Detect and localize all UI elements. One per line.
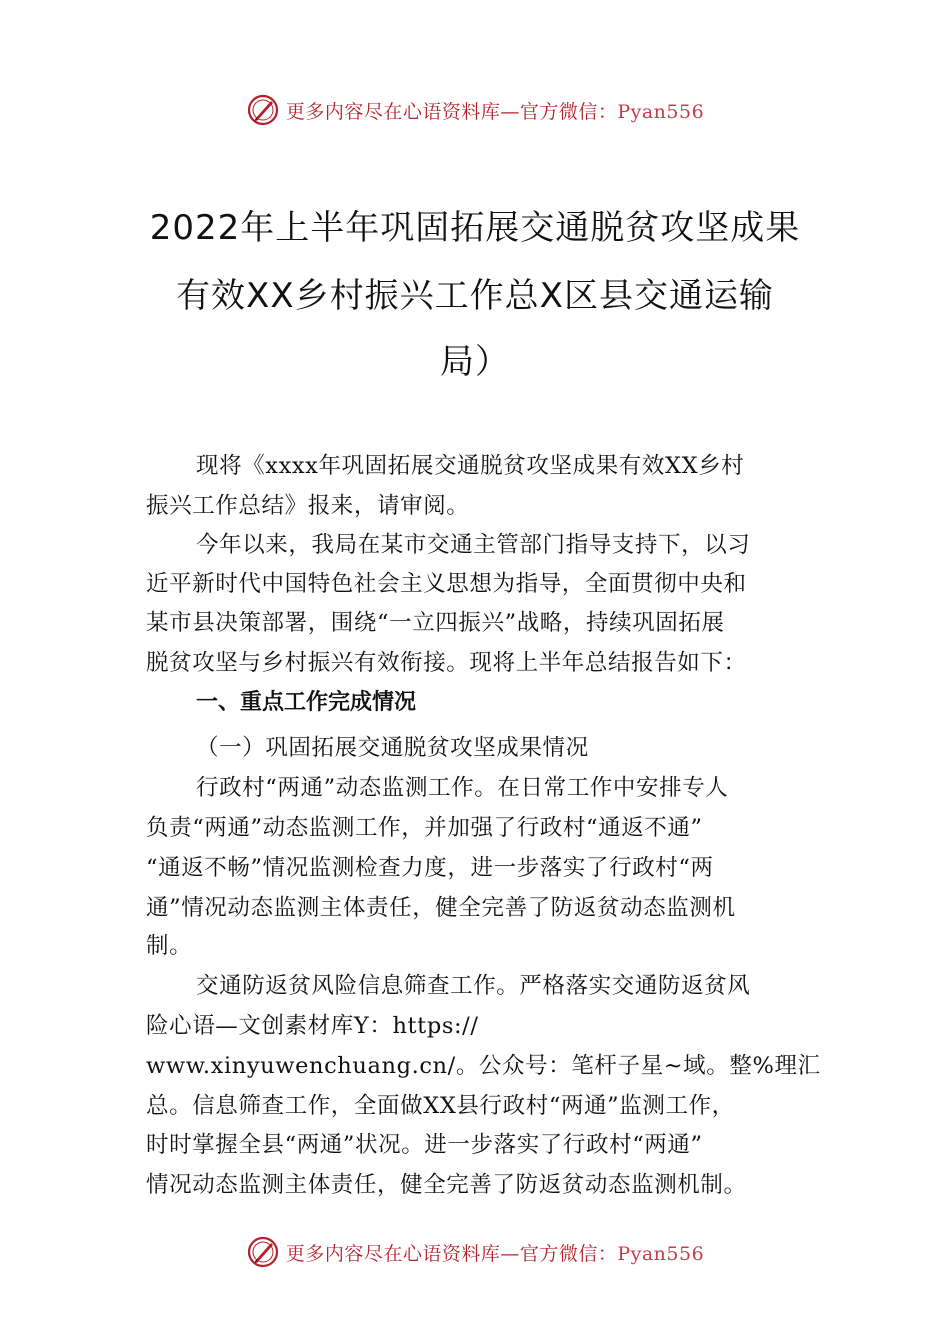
para2-line-5: 制。 <box>146 933 193 959</box>
quill-pen-seal-icon <box>246 93 280 127</box>
para3-line-3: www.xinyuwenchuang.cn/。公众号：笔杆子星~域。整%理汇 <box>146 1053 821 1079</box>
para3-line-5: 时时掌握全县“两通”状况。进一步落实了行政村“两通” <box>146 1132 703 1158</box>
banner-text: 更多内容尽在心语资料库—官方微信：Pyan556 <box>285 100 705 123</box>
para3-line-4: 总。信息筛查工作，全面做XX县行政村“两通”监测工作， <box>146 1093 735 1119</box>
banner-text: 更多内容尽在心语资料库—官方微信：Pyan556 <box>285 1242 705 1265</box>
quill-pen-seal-icon <box>246 1235 280 1269</box>
header-banner <box>0 88 950 132</box>
para2-line-4: 通”情况动态监测主体责任，健全完善了防返贫动态监测机 <box>146 895 736 921</box>
para2-line-1: 行政村“两通”动态监测工作。在日常工作中安排专人 <box>196 775 729 801</box>
para3-line-6: 情况动态监测主体责任，健全完善了防返贫动态监测机制。 <box>146 1172 747 1198</box>
para3-line-1: 交通防返贫风险信息筛查工作。严格落实交通防返贫风 <box>196 973 751 999</box>
intro-line-1: 现将《xxxx年巩固拓展交通脱贫攻坚成果有效XX乡村 <box>196 453 745 479</box>
banner-wechat-id: Pyan556 <box>617 100 705 123</box>
para1-line-4: 脱贫攻坚与乡村振兴有效衔接。现将上半年总结报告如下： <box>146 650 747 676</box>
para1-line-3: 某市县决策部署，围绕“一立四振兴”战略，持续巩固拓展 <box>146 610 725 636</box>
banner-wechat-id: Pyan556 <box>617 1242 705 1265</box>
footer-banner <box>0 1230 950 1274</box>
section-heading: 一、重点工作完成情况 <box>196 690 417 715</box>
para2-line-2: 负责“两通”动态监测工作，并加强了行政村“通返不通” <box>146 815 703 841</box>
para2-line-3: “通返不畅”情况监测检查力度，进一步落实了行政村“两 <box>146 855 714 881</box>
document-title-line-1: 2022年上半年巩固拓展交通脱贫攻坚成果 <box>149 208 801 248</box>
document-title-line-2: 有效XX乡村振兴工作总X区县交通运输 <box>176 276 774 316</box>
subsection-heading: （一）巩固拓展交通脱贫攻坚成果情况 <box>196 735 589 761</box>
para3-line-2: 险心语—文创素材库Y：https:// <box>146 1013 479 1039</box>
intro-line-2: 振兴工作总结》报来，请审阅。 <box>146 493 470 519</box>
document-title-line-3: 局） <box>440 342 510 382</box>
para1-line-2: 近平新时代中国特色社会主义思想为指导，全面贯彻中央和 <box>146 571 747 597</box>
para1-line-1: 今年以来，我局在某市交通主管部门指导支持下，以习 <box>196 532 751 558</box>
